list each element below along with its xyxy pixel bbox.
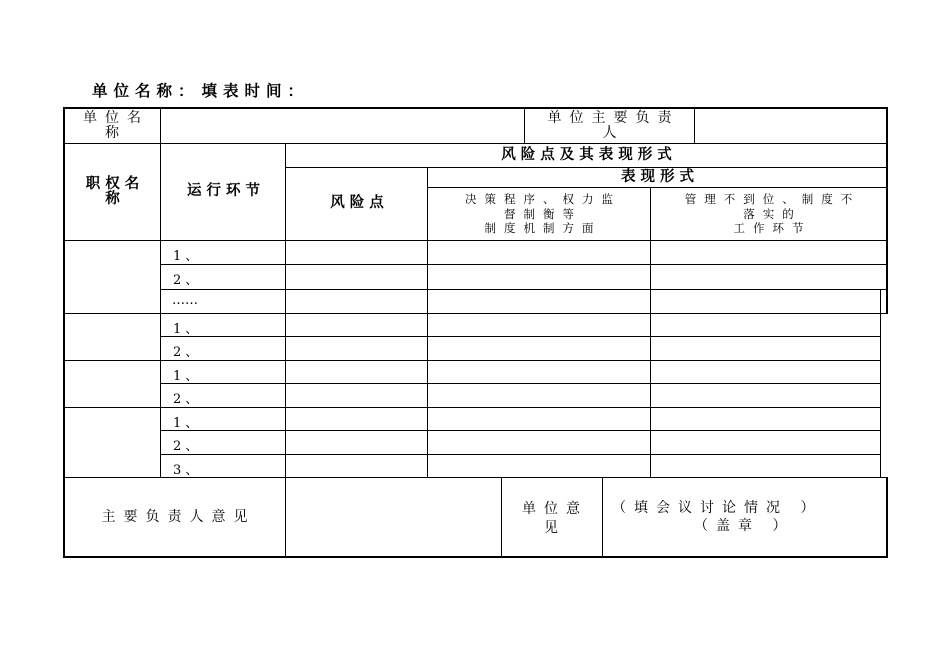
table-row-line [160,383,881,384]
table-row-line [63,240,888,241]
table-col-line [694,107,695,144]
unit-name-label: 单位名称 [92,82,179,100]
table-border-top [63,107,888,109]
table-row-line [63,407,881,408]
row-number: 1、 [173,416,203,431]
process-header: 运行环节 [187,183,265,200]
table-border-right [886,107,888,313]
row-number: 2、 [173,392,203,407]
table-border-bottom [63,556,888,558]
row-number: 1、 [173,369,203,384]
table-col-line [602,477,603,558]
risk-group-header: 风险点及其表现形式 [501,146,677,163]
table-row-line [160,264,888,265]
fill-time-colon: ： [287,82,312,100]
manifestation-col1-header: 决策程序、权力监 督制衡等 制度机制方面 [465,191,621,236]
row-number: 1、 [173,249,203,264]
manifestation-col2-header: 管理不到位、制度不 落实的 工作环节 [684,191,861,236]
power-name-header: 职权名 称 [85,175,145,207]
table-row-line [160,336,881,337]
row-number: 2、 [173,273,203,288]
row-ellipsis: …… [172,293,198,308]
unit-name-cell-label: 单位名 称 [83,109,149,141]
unit-head-cell-label: 单位主要负责 人 [547,109,680,141]
table-row-line [160,454,881,455]
row-number: 1、 [173,322,203,337]
table-row-line [63,313,888,314]
unit-name-colon: ： [178,82,202,100]
table-border-right-footer [886,477,888,558]
manifestation-header: 表现形式 [621,168,699,185]
fill-instruction: （填会议讨论情况 ） [612,500,823,516]
head-opinion-label: 主要负责人意见 [101,508,256,525]
row-number: 2、 [173,345,203,360]
unit-opinion-label: 单位意 见 [522,501,588,536]
table-border-right-inner [880,290,881,478]
risk-point-header: 风险点 [330,195,389,212]
table-row-line [160,430,881,431]
table-row-line [63,360,881,361]
table-row-line [160,289,888,290]
row-number: 2、 [173,439,203,454]
row-number: 3、 [173,463,203,478]
fill-time-label: 填表时间 [201,82,288,100]
seal-note: （盖章 ） [694,518,795,534]
